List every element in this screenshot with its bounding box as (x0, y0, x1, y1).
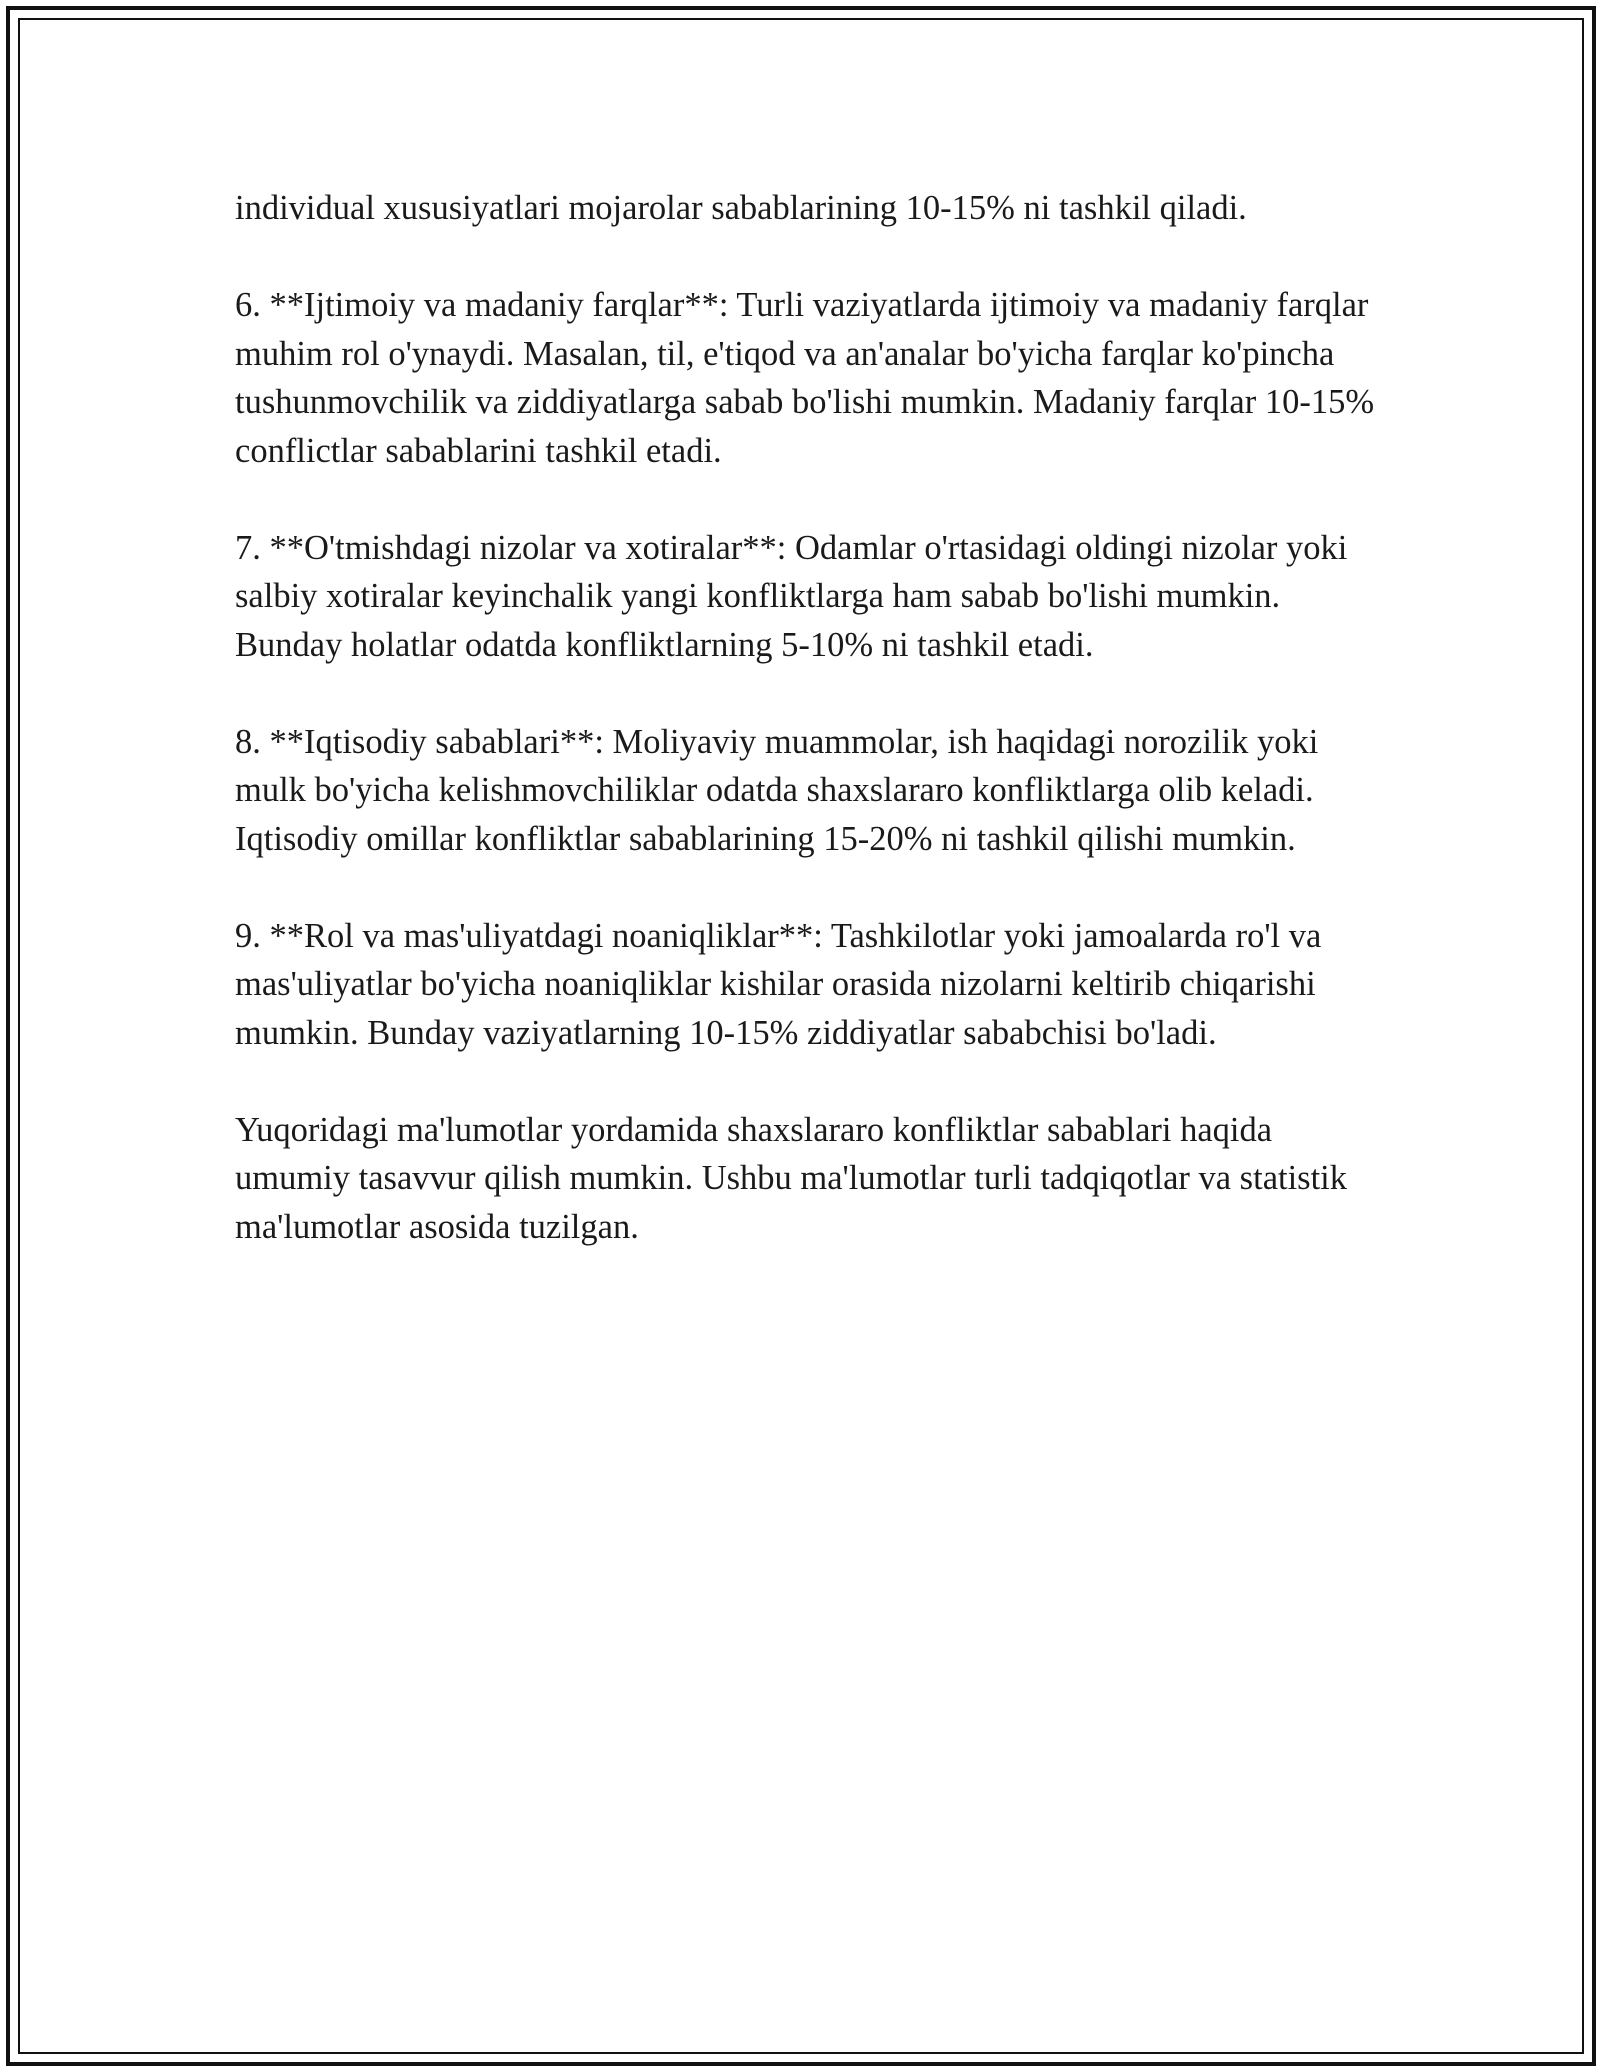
paragraph-item-8: 8. **Iqtisodiy sabablari**: Moliyaviy muammolar, ish haqidagi norozilik yoki mulk bo'yicha kelishmovchiliklar odatda shaxslararo konfliktlarga olib keladi. Iqtisodiy omillar konfliktlar sabablarining 15-20% ni tashkil qilishi mumkin. (235, 722, 1319, 858)
paragraph-item-9: 9. **Rol va mas'uliyatdagi noaniqliklar**: Tashkilotlar yoki jamoalarda ro'l va mas'uliyatlar bo'yicha noaniqliklar kishilar orasida nizolarni keltirib chiqarishi mumkin. Bunday vaziyatlarning 10-15% ziddiyatlar sababchisi bo'ladi. (235, 916, 1322, 1052)
paragraph-item-6: 6. **Ijtimoiy va madaniy farqlar**: Turli vaziyatlarda ijtimoiy va madaniy farqlar muhim rol o'ynaydi. Masalan, til, e'tiqod va an'analar bo'yicha farqlar ko'pincha tushunmovchilik va ziddiyatlarga sabab bo'lishi mumkin. Madaniy farqlar 10-15% conflictlar sabablarini tashkil etadi. (235, 286, 1375, 470)
document-body (235, 184, 1375, 1251)
paragraph-continuation: individual xususiyatlari mojarolar sabablarining 10-15% ni tashkil qiladi. (235, 189, 1247, 227)
paragraph-conclusion: Yuqoridagi ma'lumotlar yordamida shaxslararo konfliktlar sabablari haqida umumiy tasavvur qilish mumkin. Ushbu ma'lumotlar turli tadqiqotlar va statistik ma'lumotlar asosida tuzilgan. (235, 1110, 1348, 1246)
paragraph-item-7: 7. **O'tmishdagi nizolar va xotiralar**: Odamlar o'rtasidagi oldingi nizolar yoki salbiy xotiralar keyinchalik yangi konfliktlarga ham sabab bo'lishi mumkin. Bunday holatlar odatda konfliktlarning 5-10% ni tashkil etadi. (235, 528, 1348, 664)
